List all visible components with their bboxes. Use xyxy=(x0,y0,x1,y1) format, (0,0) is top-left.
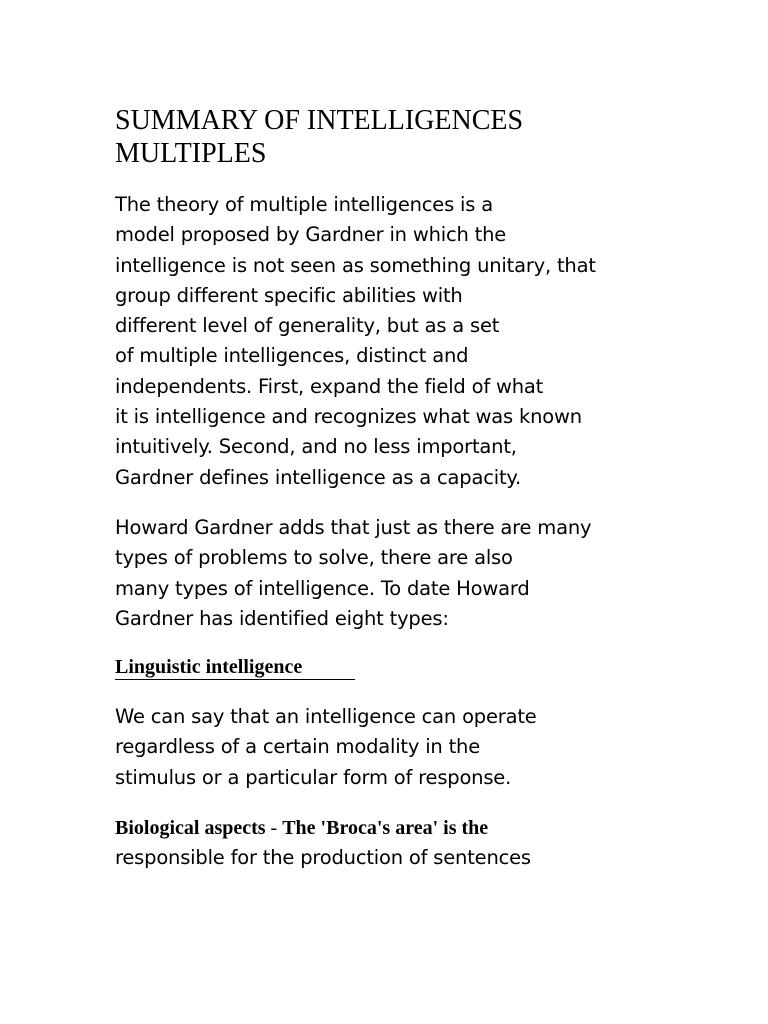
paragraph-line: Howard Gardner adds that just as there are many xyxy=(115,516,592,539)
paragraph-line: The theory of multiple intelligences is a xyxy=(115,193,493,216)
paragraph-line: stimulus or a particular form of response. xyxy=(115,765,512,789)
paragraph-line: many types of intelligence. To date Howard xyxy=(115,576,530,600)
title-line-2: MULTIPLES xyxy=(115,138,267,169)
paragraph-line: We can say that an intelligence can operate xyxy=(115,705,537,728)
page-title xyxy=(115,104,675,170)
paragraph-line: Gardner has identified eight types: xyxy=(115,606,449,630)
paragraph-line: independents. First, expand the field of what xyxy=(115,374,544,398)
paragraph-line: types of problems to solve, there are also xyxy=(115,546,513,570)
paragraph-line: regardless of a certain modality in the xyxy=(115,735,480,759)
dash-separator: - xyxy=(265,817,283,839)
paragraph-line: it is intelligence and recognizes what was known xyxy=(115,405,582,429)
section-heading: Linguistic intelligence xyxy=(115,655,355,680)
paragraph-line: intelligence is not seen as something unitary, that xyxy=(115,253,596,277)
types-paragraph xyxy=(115,513,591,634)
paragraph-line: of multiple intelligences, distinct and xyxy=(115,344,469,368)
paragraph-line: different level of generality, but as a set xyxy=(115,314,500,338)
linguistic-paragraph xyxy=(115,702,537,793)
biological-aspects-line xyxy=(115,814,531,842)
biological-aspects-paragraph xyxy=(115,814,531,874)
paragraph-line: responsible for the production of sentences xyxy=(115,846,531,869)
biological-aspects-label: Biological aspects xyxy=(115,817,266,839)
intro-paragraph xyxy=(115,190,596,493)
paragraph-line: intuitively. Second, and no less important, xyxy=(115,435,517,459)
biological-aspects-text: The 'Broca's area' is the xyxy=(282,817,489,839)
paragraph-line: Gardner defines intelligence as a capacity. xyxy=(115,465,521,489)
title-line-1: SUMMARY OF INTELLIGENCES xyxy=(115,105,524,136)
paragraph-line: model proposed by Gardner in which the xyxy=(115,223,507,247)
paragraph-line: group different specific abilities with xyxy=(115,283,463,307)
